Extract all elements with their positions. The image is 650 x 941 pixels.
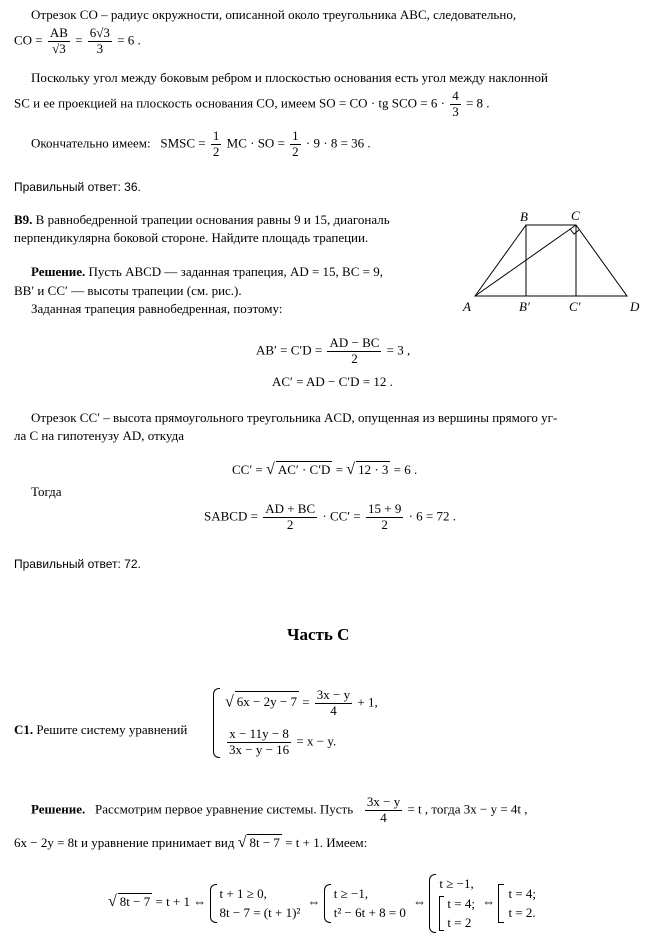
answer-72: Правильный ответ: 72. <box>14 557 141 571</box>
label-bp: B′ <box>519 299 530 314</box>
p3-line: Окончательно имеем: SMSC = $\frac{1}{2}$ MC · SO = $\frac{1}{2}$ · 9 · 8 = 36 . <box>31 128 371 159</box>
p1-frac1: $\frac{AB}{√3}$ <box>49 25 68 56</box>
c1-statement: C1. Решите систему уравнений <box>14 722 188 737</box>
b9-eq3: CC′ = √ AC′ · C′D = √ 12 · 3 = 6 . <box>232 461 418 478</box>
b9-sol2: BB′ и CC′ — высоты трапеции (см. рис.). <box>14 283 242 298</box>
b9-para1: Отрезок CC′ – высота прямоугольного треугольника ACD, опущенная из вершины прямого уг- <box>31 410 558 425</box>
right-angle-mark <box>570 229 579 234</box>
label-b: B <box>520 209 528 224</box>
p1-eq-lhs: CO = <box>14 32 43 48</box>
label-c: C <box>571 208 580 223</box>
solc-line2: 6x − 2y = 8t и уравнение принимает вид √ 8t − 7 = t + 1. Имеем: <box>14 834 368 851</box>
trapezoid-outline <box>475 225 627 296</box>
b9-line2: перпендикулярна боковой стороне. Найдите площадь трапеции. <box>14 230 369 245</box>
p1-equation: CO = $\frac{AB}{√3}$ = $\frac{6√3}{3}$ = 6 . <box>14 25 141 56</box>
b9-eq2: AC′ = AD − C′D = 12 . <box>272 374 393 389</box>
b9-eq4: SABCD = $\frac{AD + BC}{2}$ · CC′ = $\frac{15 + 9}{2}$ · 6 = 72 . <box>204 501 457 532</box>
label-d: D <box>630 299 640 314</box>
solc-chain: √ 8t − 7 = t + 1 ⇔ t + 1 ≥ 0, 8t − 7 = (t + 1)² ⇔ t ≥ −1, t² − 6t + 8 = 0 ⇔ t ≥ −1, t = 4; t = 2 ⇔ t = 4; t = 2. <box>108 874 536 933</box>
b9-then: Тогда <box>31 484 62 499</box>
p2-line1: Поскольку угол между боковым ребром и плоскостью основания есть угол между наклонной <box>31 70 548 85</box>
label-a: A <box>463 299 471 314</box>
b9-line1: B9. В равнобедренной трапеции основания равны 9 и 15, диагональ <box>14 212 390 227</box>
b9-sol1: Решение. Пусть ABCD — заданная трапеция, AD = 15, BC = 9, <box>31 264 383 279</box>
p1-eq-res: = 6 . <box>117 32 141 48</box>
b9-para2: ла C на гипотенузу AD, откуда <box>14 428 184 443</box>
part-c-title: Часть C <box>287 625 350 644</box>
solc-line1: Решение. Рассмотрим первое уравнение системы. Пусть $\frac{3x - y}{4}$ = t , тогда 3x − y = 4t , <box>31 794 528 825</box>
p1-line1: Отрезок CO – радиус окружности, описанной около треугольника ABC, следовательно, <box>31 7 517 22</box>
b9-sol3: Заданная трапеция равнобедренная, поэтому: <box>31 301 283 316</box>
b9-eq1: AB′ = C′D = $\frac{AD - BC}{2}$ = 3 , <box>256 335 411 366</box>
trapezoid-figure <box>460 205 645 317</box>
p1-frac2: $\frac{6√3}{3}$ <box>89 25 110 56</box>
label-cp: C′ <box>569 299 581 314</box>
answer-36: Правильный ответ: 36. <box>14 180 141 194</box>
c1-system: √ 6x − 2y − 7 = $\frac{3x - y}{4}$ + 1, $\frac{x - 11y - 8}{3x - y - 16}$ = x − y. <box>213 688 378 758</box>
p2-frac: $\frac{4}{3}$ <box>452 88 459 119</box>
p2-line2: SC и ее проекцией на плоскость основания CO, имеем SO = CO · tg SCO = 6 · $\frac{4}{3}$ = 8 . <box>14 88 490 119</box>
